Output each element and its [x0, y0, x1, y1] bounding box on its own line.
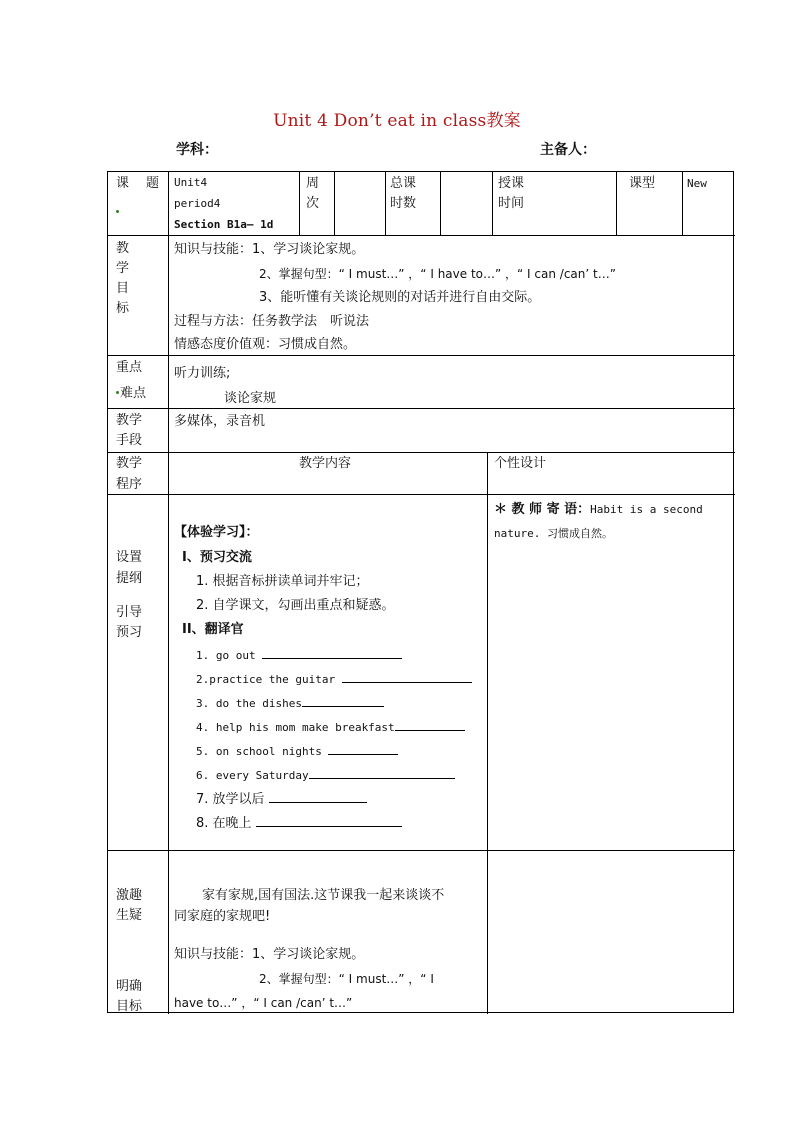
translator-heading: II、翻译官: [182, 622, 244, 637]
interest-label-3: 明确: [116, 979, 143, 994]
page-title: Unit 4 Don’t eat in class教案: [273, 111, 521, 131]
objectives-label-1: 教: [116, 241, 130, 256]
col-divider: [492, 172, 493, 235]
goal-patterns-cont: have to…” ，“ I can /can’ t…”: [174, 996, 353, 1010]
key-point-rules: 谈论家规: [224, 391, 277, 406]
key-points-label-1: 重点: [116, 360, 143, 375]
interest-paragraph: 家有家规,国有国法.这节课我一起来谈谈不: [202, 888, 445, 903]
week-label-1: 周: [306, 176, 320, 191]
interest-label-2: 生疑: [116, 908, 143, 923]
interest-label-4: 目标: [116, 999, 143, 1014]
objectives-label-3: 目: [116, 281, 130, 296]
answer-blank[interactable]: [342, 669, 472, 683]
topic-line-1: Unit4: [174, 176, 208, 189]
total-hours-label-1: 总课: [390, 176, 417, 191]
translate-item-7: 7. 放学以后: [196, 789, 367, 810]
col-divider: [616, 172, 617, 235]
teach-time-label-2: 时间: [498, 196, 525, 211]
topic-label-1: 课: [116, 176, 130, 191]
preview-label-1: 设置: [116, 550, 143, 565]
translate-item-5: 5. on school nights: [196, 741, 398, 762]
preview-label-3: 引导: [116, 605, 143, 620]
translate-item-6: 6. every Saturday: [196, 765, 455, 786]
objective-attitude: 情感态度价值观：习惯成自然。: [174, 337, 357, 352]
translate-item-3: 3. do the dishes: [196, 693, 384, 714]
row-divider: [108, 452, 735, 453]
means-label-1: 教学: [116, 413, 143, 428]
answer-blank[interactable]: [302, 693, 384, 707]
topic-line-3: Section B1a— 1d: [174, 218, 274, 231]
preview-item: 1. 根据音标拼读单词并牢记；: [196, 574, 369, 589]
col-divider: [385, 172, 386, 235]
translate-item-8: 8. 在晚上: [196, 813, 402, 834]
teacher-message: ＊ 教 师 寄 语：Habit is a second: [494, 502, 703, 517]
col-divider: [334, 172, 335, 235]
answer-blank[interactable]: [269, 789, 367, 803]
preview-label-2: 提纲: [116, 571, 143, 586]
topic-label-2: 题: [146, 176, 160, 191]
preview-exchange-heading: I、预习交流: [182, 550, 252, 565]
translate-item-1: 1. go out: [196, 645, 402, 666]
total-hours-label-2: 时数: [390, 196, 417, 211]
objective-listening: 3、能听懂有关谈论规则的对话并进行自由交际。: [259, 290, 541, 305]
marker-dot: [116, 210, 119, 213]
objectives-label-4: 标: [116, 301, 130, 316]
col-divider: [682, 172, 683, 235]
row-divider: [108, 494, 735, 495]
means-value: 多媒体，录音机: [174, 414, 266, 429]
goal-patterns: 2、掌握句型：“ I must…” ，“ I: [259, 972, 434, 986]
procedure-label-2: 程序: [116, 477, 143, 492]
marker-dot: [116, 391, 119, 394]
lesson-type-label: 课型: [629, 176, 656, 191]
translate-item-4: 4. help his mom make breakfast: [196, 717, 465, 738]
answer-blank[interactable]: [328, 741, 398, 755]
content-column-header: 教学内容: [299, 456, 352, 471]
procedure-label-1: 教学: [116, 456, 143, 471]
subject-label: 学科：: [176, 142, 218, 158]
col-divider: [168, 172, 169, 1014]
interest-paragraph-cont: 同家庭的家规吧!: [174, 909, 271, 924]
lesson-plan-table: [107, 171, 734, 1013]
objective-knowledge: 知识与技能：1、学习谈论家规。: [174, 242, 365, 257]
preview-item: 2. 自学课文，勾画出重点和疑惑。: [196, 598, 395, 613]
col-divider: [487, 452, 488, 1014]
interest-label-1: 激趣: [116, 888, 143, 903]
answer-blank[interactable]: [262, 645, 402, 659]
row-divider: [108, 355, 735, 356]
teacher-message-line-2: nature. 习惯成自然。: [494, 527, 613, 540]
goal-knowledge: 知识与技能：1、学习谈论家规。: [174, 947, 365, 962]
answer-blank[interactable]: [309, 765, 455, 779]
translate-item-2: 2.practice the guitar: [196, 669, 472, 690]
col-divider: [299, 172, 300, 235]
teach-time-label-1: 授课: [498, 176, 525, 191]
means-label-2: 手段: [116, 433, 143, 448]
preview-label-4: 预习: [116, 625, 143, 640]
objective-patterns: 2、掌握句型：“ I must…” ，“ I have to…” ，“ I can /can’ t…”: [259, 267, 616, 281]
objectives-label-2: 学: [116, 261, 130, 276]
col-divider: [440, 172, 441, 235]
personal-design-column-header: 个性设计: [494, 456, 547, 471]
row-divider: [108, 235, 735, 236]
answer-blank[interactable]: [395, 717, 465, 731]
week-label-2: 次: [306, 196, 320, 211]
preparer-label: 主备人：: [540, 142, 596, 158]
topic-line-2: period4: [174, 197, 221, 210]
key-points-label-2: 难点: [120, 386, 147, 401]
answer-blank[interactable]: [256, 813, 402, 827]
lesson-type-value: New: [687, 177, 707, 190]
row-divider: [108, 408, 735, 409]
row-divider: [108, 850, 735, 851]
experience-heading: 【体验学习】：: [174, 525, 259, 540]
objective-process: 过程与方法：任务教学法 听说法: [174, 314, 370, 329]
key-point-listening: 听力训练;: [174, 366, 231, 381]
